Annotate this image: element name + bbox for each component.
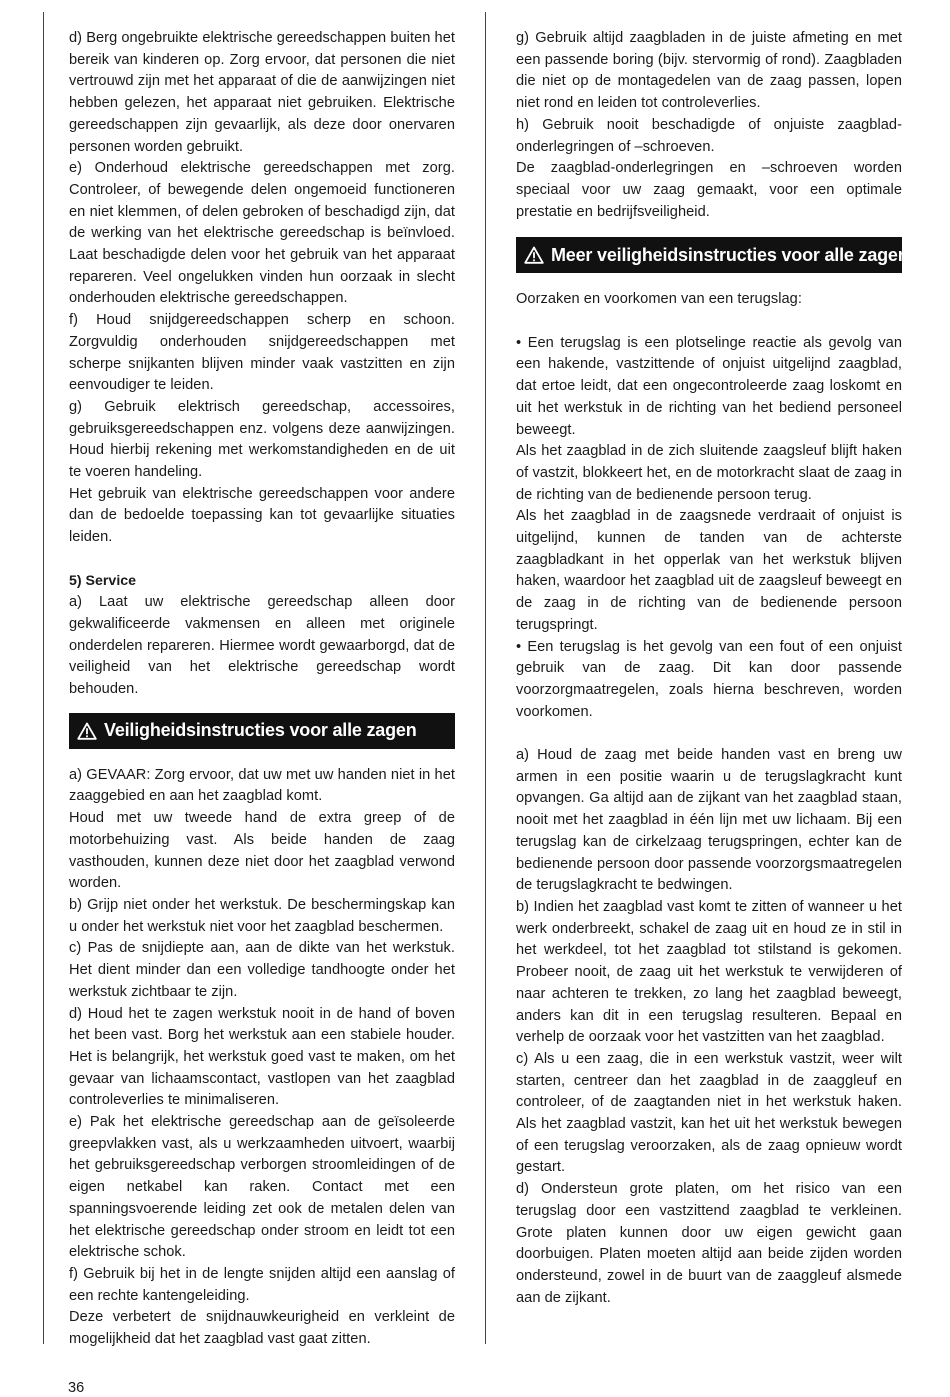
spacer (69, 549, 455, 571)
warning-triangle-icon (524, 246, 544, 264)
kickback-intro: Oorzaken en voorkomen van een terugslag: (516, 291, 802, 308)
service-text: a) Laat uw elektrische gereedschap alleen door gekwalificeerde vakmensen en alleen met originele onderdelen repareren. Hiermee wordt gewaarborgd, dat de veiligheid van het elektrische gereedschap wordt behouden. (69, 594, 455, 698)
banner-title: Veiligheidsinstructies voor alle zagen (104, 720, 417, 741)
column-divider-left (43, 12, 44, 1344)
right-text-block-3: a) Houd de zaag met beide handen vast en breng uw armen in een positie waarin u de terugslagkracht kunt opvangen. Ga altijd aan de zijkant van het zaagblad staan, nooit met het zaagblad in één lijn met uw lichaam. Bij een terugslag kan de cirkelzaag terugspringen, echter kan de bedienende persoon door passende voorzorgsmaatregelen de terugslagkracht te bedwingen. b) Indien het zaagblad vast komt te zitten of wanneer u het werk onderbreekt, schakel de zaag uit en houd ze in stil in het werkdeel, tot het zaagblad tot stilstand is gekomen. Probeer nooit, de zaag uit het werkstuk te verwijderen of naar achteren te trekken, zo lang het zaagblad beweegt, anders kan dit in een terugslag resulteren. Bepaal en verhelp de oorzaak voor het vastzitten van het zaagblad. c) Als u een zaag, die in een werkstuk vastzit, weer wilt starten, centreer dan het zaagblad in de zaaggleuf en controleer, of de zaagtanden niet in het werkstuk haken. Als het zaagblad vastzit, kan het uit het werkstuk bewegen of een terugslag veroorzaken, als de zaag opnieuw wordt gestart. d) Ondersteun grote platen, om het risico van een terugslag door een vastzittend zaagblad te verkleinen. Grote platen kunnen door uw eigen gewicht gaan doorbuigen. Platen moeten altijd aan beide zijden worden ondersteund, zowel in de buurt van de zaaggleuf alsmede aan de zijkant. (516, 747, 902, 1306)
left-text-block-2: a) GEVAAR: Zorg ervoor, dat uw met uw handen niet in het zaaggebied en aan het zaagblad komt. Houd met uw tweede hand de extra greep of de motorbehuizing vast. Als beide handen de zaag vasthouden, kunnen deze niet door het zaagblad verwond worden. b) Grijp niet onder het werkstuk. De beschermingskap kan u onder het werkstuk niet voor het zaagblad beschermen. c) Pas de snijdiepte aan, aan de dikte van het werkstuk. Het dient minder dan een volledige tandhoogte onder het werkstuk zichtbaar te zijn. d) Houd het te zagen werkstuk nooit in de hand of boven het been vast. Borg het werkstuk aan een stabiele houder. Het is belangrijk, het werkstuk goed vast te maken, om het gevaar van lichaamscontact, vastlopen van het zaagblad controleverlies te minimaliseren. e) Pak het elektrische gereedschap aan de geïsoleerde greepvlakken vast, als u werkzaamheden uitvoert, waarbij het gebruiksgereedschap verborgen stroomleidingen of de eigen netkabel kan raken. Contact met een spanningsvoerende leiding zet ook de metalen delen van het elektrische gereedschap onder stroom en leidt tot een elektrische schok. f) Gebruik bij het in de lengte snijden altijd een aanslag of een rechte kantengeleiding. Deze verbetert de snijdnauwkeurigheid en verkleint de mogelijkheid dat het zaagblad vast gaat zitten. (69, 766, 455, 1348)
spacer (516, 723, 902, 745)
page-number: 36 (68, 1380, 85, 1396)
section-banner-saws (69, 713, 455, 749)
banner-title: Meer veiligheidsinstructies voor alle zagen (551, 244, 909, 265)
right-text-block-1: g) Gebruik altijd zaagbladen in de juiste afmeting en met een passende boring (bijv. stervormig of rond). Zaagbladen die niet op de montagedelen van de zaag passen, lopen niet rond en leiden tot controleverlies. h) Gebruik nooit beschadigde of onjuiste zaagblad-onderlegringen of –schroeven. De zaagblad-onderlegringen en –schroeven worden speciaal voor uw zaag gemaakt, voor een optimale prestatie en bedrijfsveiligheid. (516, 30, 902, 220)
left-text-block-1: d) Berg ongebruikte elektrische gereedschappen buiten het bereik van kinderen op. Zorg ervoor, dat personen die niet vertrouwd zijn met het apparaat of die de aanwijzingen niet hebben gelezen, het apparaat niet gebruiken. Elektrische gereedschappen zijn gevaarlijk, als deze door onervaren personen worden gebruikt. e) Onderhoud elektrische gereedschappen met zorg. Controleer, of bewegende delen ongemoeid functioneren en niet klemmen, of delen gebroken of beschadigd zijn, dat de werking van het elektrische gereedschap is beïnvloed. Laat beschadigde delen voor het gebruik van het apparaat repareren. Veel ongelukken vinden hun oorzaak in slecht onderhouden elektrische gereedschappen. f) Houd snijdgereedschappen scherp en schoon. Zorgvuldig onderhouden snijdgereedschappen met scherpe snijkanten blijven minder vaak vastzitten en zijn eenvoudiger te leiden. g) Gebruik elektrisch gereedschap, accessoires, gebruiksgereedschappen enz. volgens deze aanwijzingen. Houd hierbij rekening met werkomstandigheden en de uit te voeren handeling. Het gebruik van elektrische gereedschappen voor andere dan de bedoelde toepassing kan tot gevaarlijke situaties leiden. (69, 30, 455, 546)
warning-triangle-icon (77, 722, 97, 740)
service-heading: 5) Service (69, 572, 137, 589)
spacer (516, 311, 902, 333)
column-divider-center (485, 12, 486, 1344)
left-column (69, 28, 455, 1351)
section-banner-more-saws (516, 237, 909, 273)
right-column (516, 28, 909, 1309)
right-text-block-2: • Een terugslag is een plotselinge reactie als gevolg van een hakende, vastzittende of onjuist uitgelijnd zaagblad, dat ertoe leidt, dat een ongecontroleerde zaag loskomt en uit het werkstuk in de richting van het bediend personeel beweegt. Als het zaagblad in de zich sluitende zaagsleuf blijft haken of vastzit, blokkeert het, en de motorkracht slaat de zaag in de richting van de bedienende persoon terug. Als het zaagblad in de zaagsnede verdraait of onjuist is uitgelijnd, kunnen de tanden van de achterste zaagbladkant in het opperlak van het werkstuk blijven haken, waardoor het zaagblad uit de zaagsleuf beweegt en de zaag in de richting van de bedienende persoon terugspringt. • Een terugslag is het gevolg van een fout of een onjuist gebruik van de zaag. Dit kan door passende voorzorgmaatregelen, zoals hierna beschreven, worden voorkomen. (516, 334, 902, 720)
